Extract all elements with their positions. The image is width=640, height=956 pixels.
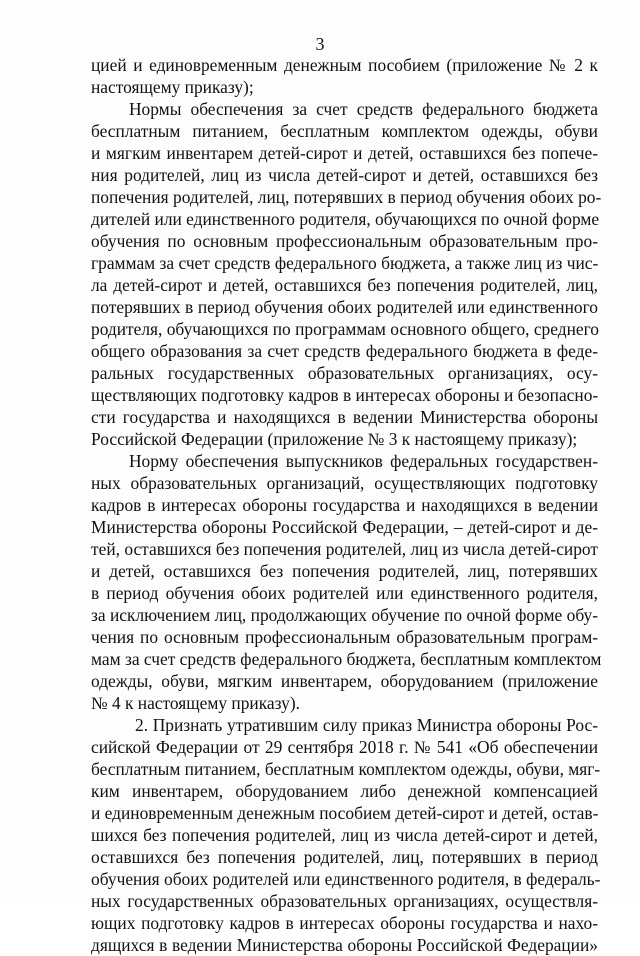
text-line: сийской Федерации от 29 сентября 2018 г. № 541 «Об обеспечении bbox=[91, 737, 598, 757]
text-line: бесплатным питанием, бесплатным комплектом одежды, обуви bbox=[91, 121, 598, 141]
page-number: 3 bbox=[315, 34, 325, 54]
text-line: за исключением лиц, продолжающих обучение по очной форме обу- bbox=[91, 605, 598, 625]
text-line: цией и единовременным денежным пособием (приложение № 2 к bbox=[91, 55, 598, 75]
text-line: ким инвентарем, оборудованием либо денежной компенсацией bbox=[91, 781, 598, 801]
text-line: Норму обеспечения выпускников федеральных государствен- bbox=[129, 451, 598, 471]
text-line: тей, оставшихся без попечения родителей, лиц из числа детей-сирот bbox=[91, 539, 598, 559]
text-line: попечения родителей, лиц, потерявших в период обучения обоих ро- bbox=[91, 187, 602, 207]
text-line: граммам за счет средств федерального бюджета, а также лиц из чис- bbox=[91, 253, 599, 273]
text-line: Российской Федерации (приложение № 3 к настоящему приказу); bbox=[91, 429, 578, 449]
text-line: и детей, оставшихся без попечения родителей, лиц, потерявших bbox=[91, 561, 598, 581]
text-line: потерявших в период обучения обоих родителей или единственного bbox=[91, 297, 598, 317]
text-line: ных государственных образовательных организациях, осуществля- bbox=[91, 891, 598, 911]
text-line: ния родителей, лиц из числа детей-сирот и детей, оставшихся без bbox=[91, 165, 598, 185]
text-line: родителя, обучающихся по программам основного общего, среднего bbox=[91, 319, 600, 339]
text-line: № 4 к настоящему приказу). bbox=[91, 693, 300, 713]
text-line: в период обучения обоих родителей или единственного родителя, bbox=[91, 583, 598, 603]
text-line: мам за счет средств федерального бюджета, бесплатным комплектом bbox=[91, 649, 602, 669]
text-line: обучения обоих родителей или единственного родителя, в федераль- bbox=[91, 869, 601, 889]
text-line: ющих подготовку кадров в интересах обороны государства и нахо- bbox=[91, 913, 598, 933]
text-line: ла детей-сирот и детей, оставшихся без попечения родителей, лиц, bbox=[91, 275, 598, 295]
text-line: ществляющих подготовку кадров в интересах обороны и безопасно- bbox=[91, 385, 599, 405]
text-line: обучения по основным профессиональным образовательным про- bbox=[91, 231, 598, 251]
text-line: и мягким инвентарем детей-сирот и детей, оставшихся без попече- bbox=[91, 143, 598, 163]
text-line: 2. Признать утратившим силу приказ Министра обороны Рос- bbox=[135, 715, 598, 735]
text-line: чения по основным профессиональным образовательным програм- bbox=[91, 627, 598, 647]
text-line: шихся без попечения родителей, лиц из числа детей-сирот и детей, bbox=[91, 825, 598, 845]
text-line: Министерства обороны Российской Федерации, – детей-сирот и де- bbox=[91, 517, 598, 537]
text-line: дителей или единственного родителя, обучающихся по очной форме bbox=[91, 209, 600, 229]
text-line: ральных государственных образовательных организациях, осу- bbox=[91, 363, 598, 383]
text-line: оставшихся без попечения родителей, лиц, потерявших в период bbox=[91, 847, 598, 867]
text-line: Нормы обеспечения за счет средств федерального бюджета bbox=[129, 99, 598, 119]
text-line: и единовременным денежным пособием детей-сирот и детей, остав- bbox=[91, 803, 599, 823]
text-line: сти государства и находящихся в ведении Министерства обороны bbox=[91, 407, 598, 427]
document-body bbox=[91, 54, 602, 956]
text-line: одежды, обуви, мягким инвентарем, оборудованием (приложение bbox=[91, 671, 598, 691]
text-line: бесплатным питанием, бесплатным комплектом одежды, обуви, мяг- bbox=[91, 759, 601, 779]
text-line: ных образовательных организаций, осуществляющих подготовку bbox=[91, 473, 598, 493]
text-line: дящихся в ведении Министерства обороны Российской Федерации» bbox=[91, 935, 598, 955]
text-line: настоящему приказу); bbox=[91, 77, 254, 97]
text-line: общего образования за счет средств федерального бюджета в феде- bbox=[91, 341, 598, 361]
text-line: кадров в интересах обороны государства и находящихся в ведении bbox=[91, 495, 598, 515]
